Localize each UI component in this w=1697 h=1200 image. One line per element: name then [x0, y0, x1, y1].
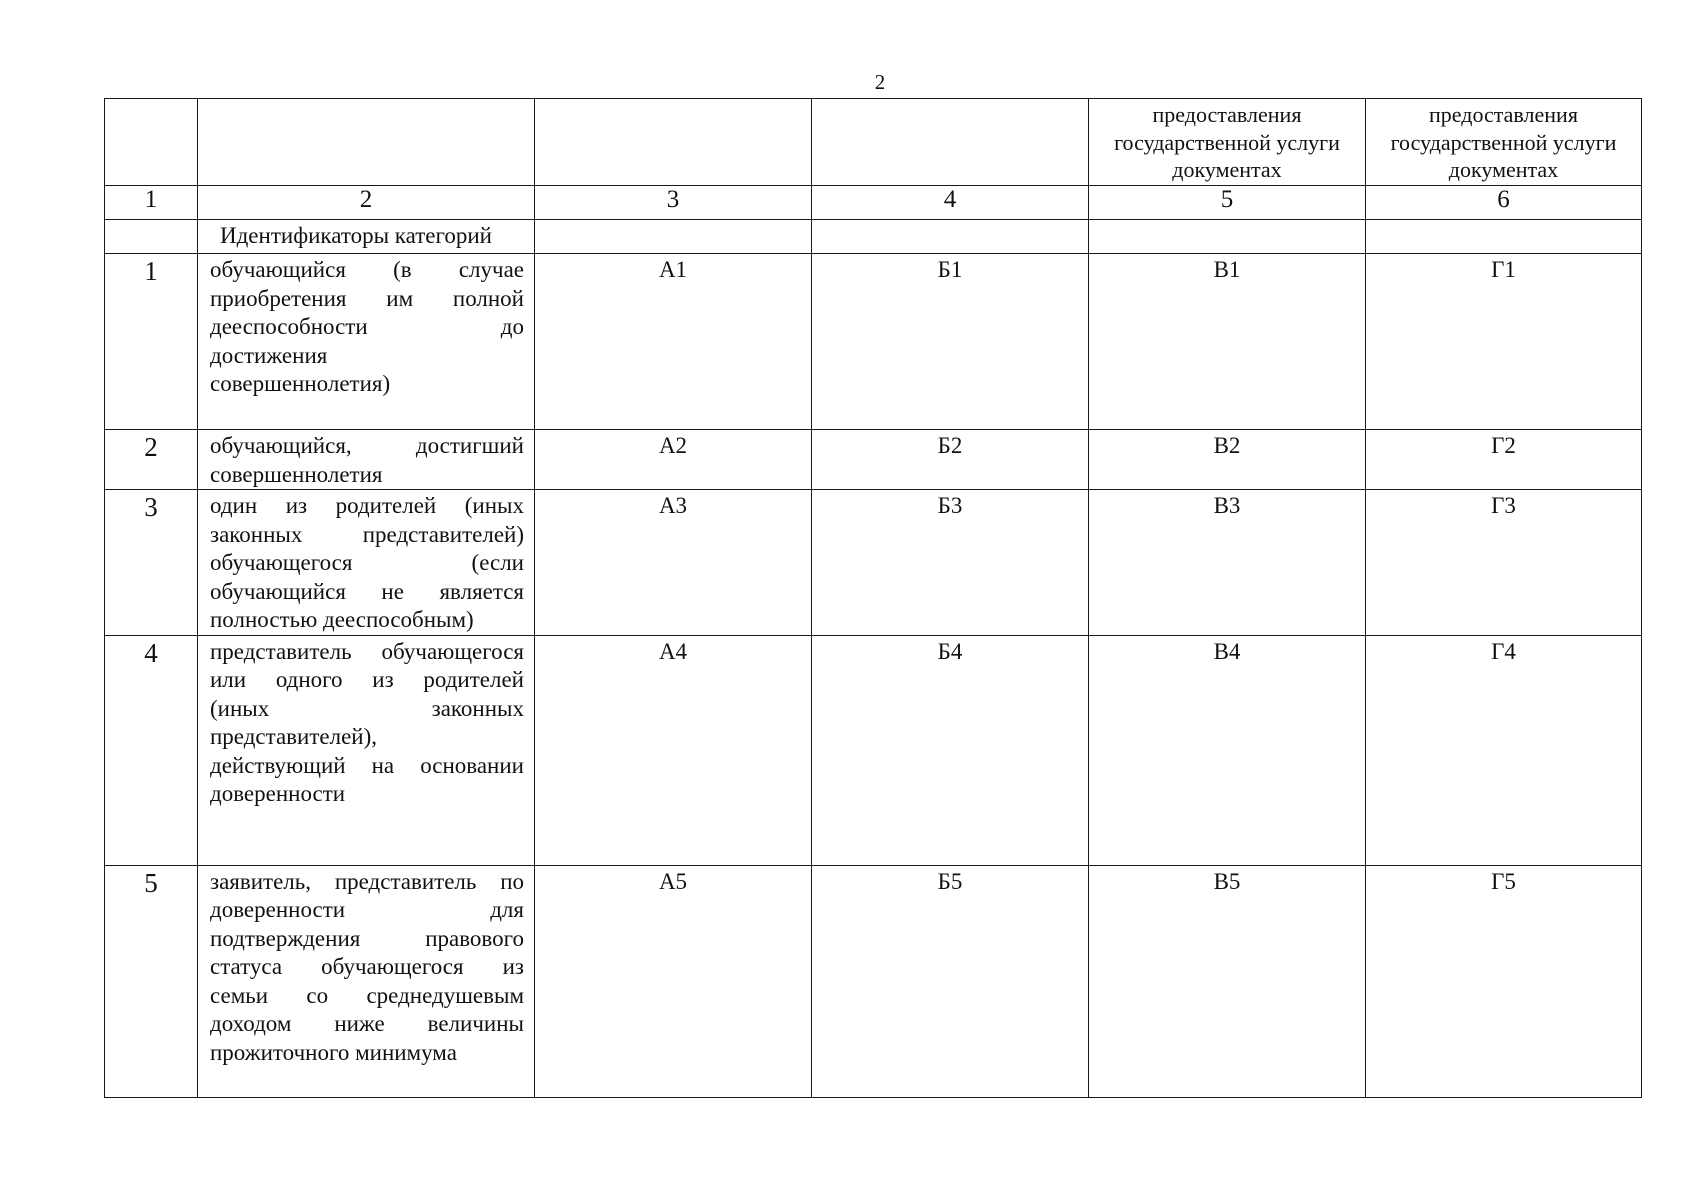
description-line: полностью дееспособным) [210, 607, 474, 632]
code-cell-g: Г2 [1366, 430, 1642, 490]
description-line: действующий на основании [210, 752, 524, 778]
code-cell-b: Б2 [812, 430, 1089, 490]
description-line: статуса обучающегося из [210, 954, 524, 979]
table-row [105, 865, 1642, 1097]
column-number: 6 [1366, 186, 1642, 220]
header-cell-5-line: предоставления [1152, 102, 1302, 127]
header-cell-1 [105, 99, 198, 186]
description-line: (иных законных [210, 695, 524, 721]
header-cell-2 [198, 99, 535, 186]
code-cell-b: Б4 [812, 635, 1089, 865]
code-cell-g: Г5 [1366, 865, 1642, 1097]
row-number: 4 [105, 635, 198, 865]
description-line: обучающийся (в случае [210, 257, 524, 282]
description-line: прожиточного минимума [210, 1039, 457, 1065]
identifiers-empty-cell [105, 220, 198, 254]
header-cell-3 [535, 99, 812, 186]
row-description [198, 430, 535, 490]
description-line: представитель обучающегося [210, 638, 524, 664]
code-cell-b: Б1 [812, 254, 1089, 430]
code-cell-v: В5 [1089, 865, 1366, 1097]
code-cell-a: А4 [535, 635, 812, 865]
header-cell-6-line: предоставления [1429, 102, 1578, 127]
description-line: обучающийся, достигший [210, 433, 524, 458]
code-cell-g: Г4 [1366, 635, 1642, 865]
table-row [105, 490, 1642, 636]
header-cell-5-line: документах [1172, 157, 1282, 182]
description-line: дееспособности до [210, 314, 524, 339]
header-cell-4 [812, 99, 1089, 186]
row-number: 2 [105, 430, 198, 490]
row-number: 3 [105, 490, 198, 636]
identifiers-label: Идентификаторы категорий [198, 220, 535, 254]
code-cell-b: Б5 [812, 865, 1089, 1097]
row-description [198, 865, 535, 1097]
identifiers-empty-cell [812, 220, 1089, 254]
document-table [104, 98, 1642, 1098]
description-line: представителей), [210, 724, 377, 749]
header-cell-5-line: государственной услуги [1114, 129, 1340, 155]
table-row [105, 254, 1642, 430]
description-line: или одного из родителей [210, 667, 524, 692]
description-line: приобретения им полной [210, 285, 524, 311]
code-cell-v: В2 [1089, 430, 1366, 490]
identifiers-empty-cell [535, 220, 812, 254]
row-number: 1 [105, 254, 198, 430]
code-cell-a: А3 [535, 490, 812, 636]
description-line: законных представителей) [210, 521, 524, 547]
description-line: обучающийся не является [210, 578, 524, 604]
code-cell-a: А2 [535, 430, 812, 490]
code-cell-g: Г3 [1366, 490, 1642, 636]
code-cell-v: В4 [1089, 635, 1366, 865]
column-number: 2 [198, 186, 535, 220]
description-line: совершеннолетия [210, 461, 383, 487]
table-row [105, 430, 1642, 490]
column-number: 4 [812, 186, 1089, 220]
description-line: доверенности [210, 781, 346, 806]
code-cell-b: Б3 [812, 490, 1089, 636]
row-description [198, 490, 535, 636]
description-line: один из родителей (иных [210, 493, 524, 518]
page-number: 2 [874, 70, 886, 94]
header-row [105, 99, 1642, 186]
column-number: 1 [105, 186, 198, 220]
description-line: совершеннолетия) [210, 371, 391, 396]
column-numbers-row [105, 186, 1642, 220]
column-number: 3 [535, 186, 812, 220]
column-number: 5 [1089, 186, 1366, 220]
description-line: доверенности для [210, 897, 524, 922]
description-line: обучающегося (если [210, 550, 524, 575]
description-line: подтверждения правового [210, 925, 524, 951]
table-row [105, 635, 1642, 865]
code-cell-g: Г1 [1366, 254, 1642, 430]
description-line: доходом ниже величины [210, 1011, 524, 1036]
description-line: заявитель, представитель по [210, 868, 524, 894]
row-description [198, 254, 535, 430]
description-line: семьи со среднедушевым [210, 982, 524, 1008]
header-cell-6 [1366, 99, 1642, 186]
identifiers-empty-cell [1089, 220, 1366, 254]
code-cell-a: А1 [535, 254, 812, 430]
identifiers-row [105, 220, 1642, 254]
header-cell-6-line: государственной услуги [1390, 129, 1617, 155]
row-number: 5 [105, 865, 198, 1097]
description-line: достижения [210, 342, 328, 368]
header-cell-5 [1089, 99, 1366, 186]
row-description [198, 635, 535, 865]
code-cell-a: А5 [535, 865, 812, 1097]
code-cell-v: В1 [1089, 254, 1366, 430]
code-cell-v: В3 [1089, 490, 1366, 636]
header-cell-6-line: документах [1448, 157, 1559, 182]
identifiers-empty-cell [1366, 220, 1642, 254]
